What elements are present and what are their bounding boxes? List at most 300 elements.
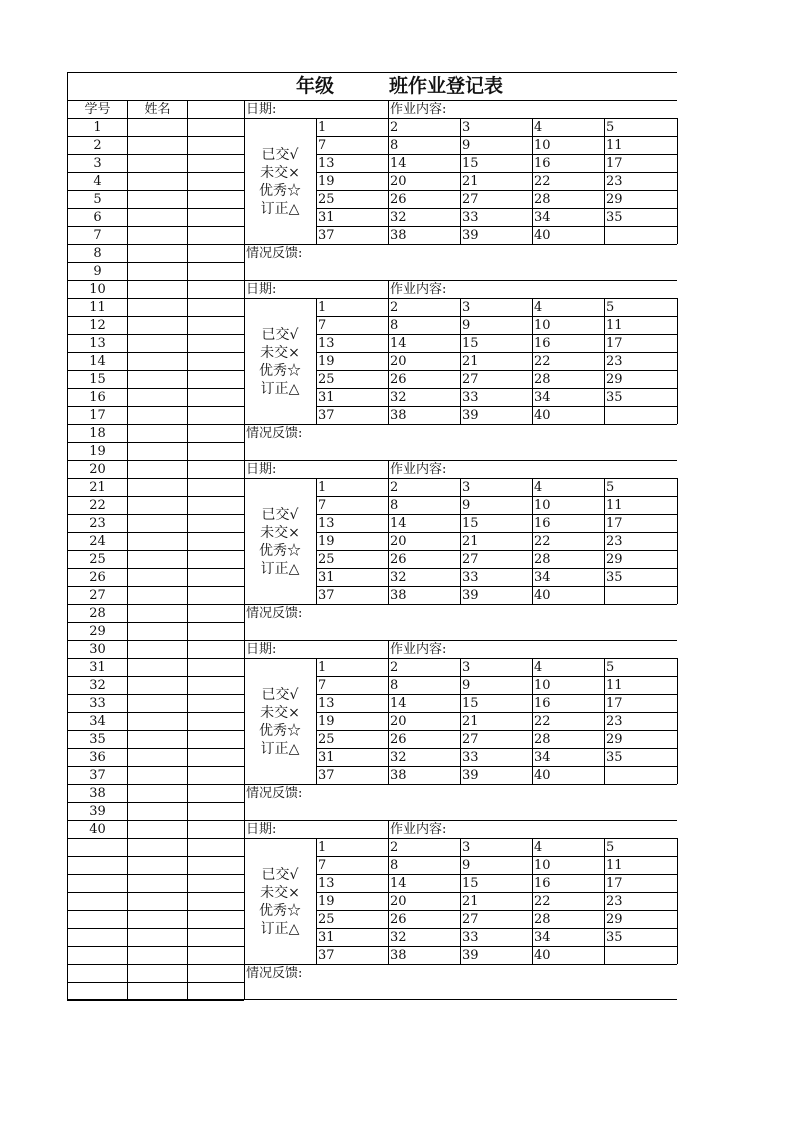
status-legend-item: 已交√ <box>261 327 299 343</box>
homework-number: 10 <box>534 318 551 333</box>
homework-number: 39 <box>462 768 479 783</box>
title-grade: 年级 <box>296 75 335 97</box>
student-number: 38 <box>89 786 106 801</box>
homework-number: 28 <box>534 372 551 387</box>
date-divider <box>388 640 389 658</box>
homework-number: 34 <box>534 750 551 765</box>
homework-number: 40 <box>534 228 551 243</box>
col-line <box>187 100 188 1000</box>
grid-col-line <box>460 838 461 964</box>
homework-number: 28 <box>534 552 551 567</box>
homework-number: 38 <box>390 768 407 783</box>
grid-col-line <box>677 298 678 424</box>
status-legend-item: 未交× <box>260 525 300 541</box>
homework-number: 10 <box>534 138 551 153</box>
homework-number: 9 <box>462 318 471 333</box>
homework-number: 10 <box>534 858 551 873</box>
student-number: 39 <box>89 804 106 819</box>
homework-number: 2 <box>390 120 399 135</box>
status-legend-item: 未交× <box>260 165 300 181</box>
status-legend-item: 订正△ <box>260 561 300 577</box>
status-legend-item: 已交√ <box>261 147 299 163</box>
student-number: 18 <box>89 426 106 441</box>
homework-number: 3 <box>462 300 471 315</box>
homework-number: 20 <box>390 714 407 729</box>
grid-col-line <box>388 838 389 964</box>
homework-number: 37 <box>318 948 335 963</box>
homework-number: 34 <box>534 390 551 405</box>
row-line <box>67 928 244 929</box>
student-number: 6 <box>93 210 102 225</box>
feedback-label: 情况反馈: <box>246 246 303 261</box>
student-number: 34 <box>89 714 106 729</box>
student-number: 29 <box>89 624 106 639</box>
homework-number: 27 <box>462 552 479 567</box>
homework-number: 5 <box>606 660 615 675</box>
student-number: 36 <box>89 750 106 765</box>
student-number: 19 <box>89 444 106 459</box>
homework-number: 38 <box>390 408 407 423</box>
homework-number: 28 <box>534 192 551 207</box>
homework-number: 2 <box>390 480 399 495</box>
grid-col-line <box>316 658 317 784</box>
homework-number: 25 <box>318 732 335 747</box>
status-legend-item: 订正△ <box>260 381 300 397</box>
homework-number: 20 <box>390 174 407 189</box>
date-label: 日期: <box>246 642 277 657</box>
status-legend-item: 优秀☆ <box>259 903 301 919</box>
student-number: 33 <box>89 696 106 711</box>
student-number: 25 <box>89 552 106 567</box>
homework-number: 40 <box>534 948 551 963</box>
status-legend-item: 已交√ <box>261 507 299 523</box>
student-number: 1 <box>93 120 102 135</box>
grid-col-line <box>316 478 317 604</box>
student-number: 21 <box>89 480 106 495</box>
homework-number: 15 <box>462 516 479 531</box>
student-number: 11 <box>89 300 106 315</box>
homework-number: 21 <box>462 714 479 729</box>
grid-col-line <box>677 838 678 964</box>
homework-number: 16 <box>534 336 551 351</box>
legend-top <box>244 298 316 299</box>
homework-content-label: 作业内容: <box>390 462 447 477</box>
homework-number: 39 <box>462 228 479 243</box>
homework-number: 5 <box>606 840 615 855</box>
status-legend-item: 优秀☆ <box>259 183 301 199</box>
grid-col-line <box>532 658 533 784</box>
homework-number: 34 <box>534 930 551 945</box>
feedback-label: 情况反馈: <box>246 966 303 981</box>
grid-col-line <box>604 298 605 424</box>
homework-number: 35 <box>606 750 623 765</box>
legend-top <box>244 658 316 659</box>
homework-number: 9 <box>462 498 471 513</box>
homework-number: 32 <box>390 210 407 225</box>
feedback-field[interactable] <box>316 245 677 280</box>
homework-number: 15 <box>462 336 479 351</box>
status-legend-item: 订正△ <box>260 921 300 937</box>
homework-number: 16 <box>534 696 551 711</box>
student-number: 26 <box>89 570 106 585</box>
homework-number: 4 <box>534 300 543 315</box>
homework-number: 27 <box>462 912 479 927</box>
grid-col-line <box>604 838 605 964</box>
homework-number: 31 <box>318 930 335 945</box>
homework-number: 17 <box>606 516 623 531</box>
homework-number: 3 <box>462 480 471 495</box>
homework-number: 26 <box>390 732 407 747</box>
row-line <box>67 856 244 857</box>
student-number: 4 <box>93 174 102 189</box>
grid-col-line <box>532 298 533 424</box>
homework-number: 38 <box>390 948 407 963</box>
header-student-no: 学号 <box>84 102 111 117</box>
homework-number: 5 <box>606 480 615 495</box>
student-number: 23 <box>89 516 106 531</box>
grid-col-line <box>460 658 461 784</box>
student-number: 28 <box>89 606 106 621</box>
homework-number: 31 <box>318 210 335 225</box>
homework-number: 2 <box>390 660 399 675</box>
date-label: 日期: <box>246 282 277 297</box>
homework-number: 23 <box>606 534 623 549</box>
legend-top <box>244 838 316 839</box>
homework-number: 16 <box>534 876 551 891</box>
homework-number: 10 <box>534 498 551 513</box>
homework-number: 31 <box>318 750 335 765</box>
title-top-border <box>67 72 677 73</box>
status-legend-item: 优秀☆ <box>259 363 301 379</box>
homework-number: 23 <box>606 354 623 369</box>
grid-col-line <box>460 478 461 604</box>
homework-number: 7 <box>318 138 327 153</box>
homework-number: 22 <box>534 534 551 549</box>
row-line <box>67 892 244 893</box>
homework-number: 13 <box>318 876 335 891</box>
left-border <box>67 72 68 1000</box>
student-number: 10 <box>89 282 106 297</box>
row-line <box>67 964 244 965</box>
homework-number: 33 <box>462 930 479 945</box>
homework-number: 21 <box>462 894 479 909</box>
homework-number: 34 <box>534 210 551 225</box>
feedback-label: 情况反馈: <box>246 426 303 441</box>
feedback-label: 情况反馈: <box>246 786 303 801</box>
date-label: 日期: <box>246 102 277 117</box>
grid-col-line <box>604 478 605 604</box>
grid-col-line <box>460 118 461 244</box>
homework-number: 7 <box>318 498 327 513</box>
homework-number: 17 <box>606 336 623 351</box>
homework-number: 35 <box>606 210 623 225</box>
homework-number: 29 <box>606 732 623 747</box>
homework-number: 23 <box>606 714 623 729</box>
homework-content-label: 作业内容: <box>390 282 447 297</box>
homework-number: 16 <box>534 156 551 171</box>
student-number: 8 <box>93 246 102 261</box>
status-legend-item: 订正△ <box>260 741 300 757</box>
grid-col-line <box>677 118 678 244</box>
homework-number: 37 <box>318 768 335 783</box>
homework-number: 10 <box>534 678 551 693</box>
homework-number: 21 <box>462 534 479 549</box>
homework-number: 31 <box>318 390 335 405</box>
homework-number: 38 <box>390 228 407 243</box>
homework-number: 17 <box>606 156 623 171</box>
student-number: 31 <box>89 660 106 675</box>
homework-number: 22 <box>534 894 551 909</box>
homework-number: 21 <box>462 354 479 369</box>
homework-number: 13 <box>318 696 335 711</box>
student-number: 24 <box>89 534 106 549</box>
legend-top <box>244 118 316 119</box>
student-number: 12 <box>89 318 106 333</box>
grid-col-line <box>532 118 533 244</box>
homework-number: 17 <box>606 696 623 711</box>
homework-number: 19 <box>318 714 335 729</box>
homework-number: 40 <box>534 408 551 423</box>
homework-number: 33 <box>462 390 479 405</box>
homework-number: 14 <box>390 876 407 891</box>
homework-number: 2 <box>390 300 399 315</box>
homework-number: 26 <box>390 192 407 207</box>
homework-number: 37 <box>318 228 335 243</box>
homework-number: 4 <box>534 480 543 495</box>
homework-number: 32 <box>390 750 407 765</box>
student-number: 15 <box>89 372 106 387</box>
homework-number: 1 <box>318 300 327 315</box>
homework-number: 9 <box>462 138 471 153</box>
status-legend-item: 订正△ <box>260 201 300 217</box>
homework-number: 27 <box>462 372 479 387</box>
grid-col-line <box>532 838 533 964</box>
status-legend-item: 未交× <box>260 705 300 721</box>
homework-number: 26 <box>390 912 407 927</box>
student-number: 37 <box>89 768 106 783</box>
homework-number: 1 <box>318 840 327 855</box>
status-legend-item: 优秀☆ <box>259 543 301 559</box>
grid-col-line <box>677 478 678 604</box>
homework-number: 13 <box>318 516 335 531</box>
homework-number: 14 <box>390 696 407 711</box>
homework-number: 35 <box>606 570 623 585</box>
homework-number: 3 <box>462 660 471 675</box>
student-number: 13 <box>89 336 106 351</box>
homework-number: 32 <box>390 930 407 945</box>
homework-content-label: 作业内容: <box>390 822 447 837</box>
homework-number: 23 <box>606 174 623 189</box>
student-number: 17 <box>89 408 106 423</box>
homework-number: 8 <box>390 498 399 513</box>
legend-top <box>244 478 316 479</box>
grid-col-line <box>460 298 461 424</box>
homework-number: 14 <box>390 336 407 351</box>
homework-number: 8 <box>390 318 399 333</box>
grid-col-line <box>388 298 389 424</box>
row-line <box>67 910 244 911</box>
homework-number: 33 <box>462 210 479 225</box>
homework-number: 25 <box>318 372 335 387</box>
homework-number: 13 <box>318 336 335 351</box>
homework-number: 8 <box>390 858 399 873</box>
homework-number: 37 <box>318 588 335 603</box>
feedback-field[interactable] <box>316 785 677 820</box>
homework-number: 7 <box>318 318 327 333</box>
date-label: 日期: <box>246 462 277 477</box>
homework-number: 21 <box>462 174 479 189</box>
student-number: 2 <box>93 138 102 153</box>
student-number: 9 <box>93 264 102 279</box>
homework-number: 5 <box>606 120 615 135</box>
grid-col-line <box>677 658 678 784</box>
homework-number: 15 <box>462 696 479 711</box>
feedback-field[interactable] <box>316 965 677 1000</box>
homework-number: 22 <box>534 354 551 369</box>
homework-number: 11 <box>606 138 623 153</box>
col-line <box>127 100 128 1000</box>
grid-col-line <box>532 478 533 604</box>
status-legend-item: 未交× <box>260 885 300 901</box>
homework-number: 2 <box>390 840 399 855</box>
row-line <box>67 982 244 983</box>
homework-number: 22 <box>534 714 551 729</box>
homework-number: 9 <box>462 678 471 693</box>
homework-number: 26 <box>390 372 407 387</box>
student-number: 22 <box>89 498 106 513</box>
homework-number: 39 <box>462 948 479 963</box>
homework-number: 16 <box>534 516 551 531</box>
homework-number: 28 <box>534 912 551 927</box>
grid-col-line <box>316 298 317 424</box>
homework-number: 37 <box>318 408 335 423</box>
homework-number: 39 <box>462 588 479 603</box>
grid-col-line <box>604 118 605 244</box>
homework-number: 28 <box>534 732 551 747</box>
homework-number: 23 <box>606 894 623 909</box>
student-number: 7 <box>93 228 102 243</box>
homework-number: 19 <box>318 354 335 369</box>
header-name: 姓名 <box>144 102 171 117</box>
homework-number: 11 <box>606 858 623 873</box>
homework-number: 1 <box>318 660 327 675</box>
homework-number: 8 <box>390 678 399 693</box>
homework-number: 3 <box>462 120 471 135</box>
homework-number: 29 <box>606 372 623 387</box>
homework-number: 4 <box>534 120 543 135</box>
status-legend-item: 优秀☆ <box>259 723 301 739</box>
grid-col-line <box>316 118 317 244</box>
homework-number: 20 <box>390 534 407 549</box>
homework-number: 14 <box>390 156 407 171</box>
homework-number: 7 <box>318 678 327 693</box>
homework-number: 39 <box>462 408 479 423</box>
homework-number: 25 <box>318 912 335 927</box>
homework-number: 19 <box>318 534 335 549</box>
feedback-label: 情况反馈: <box>246 606 303 621</box>
homework-number: 20 <box>390 354 407 369</box>
homework-number: 7 <box>318 858 327 873</box>
homework-number: 3 <box>462 840 471 855</box>
homework-number: 32 <box>390 570 407 585</box>
homework-number: 22 <box>534 174 551 189</box>
date-divider <box>388 280 389 298</box>
homework-number: 27 <box>462 192 479 207</box>
homework-number: 15 <box>462 156 479 171</box>
homework-number: 33 <box>462 750 479 765</box>
row-line <box>67 874 244 875</box>
homework-number: 27 <box>462 732 479 747</box>
homework-number: 31 <box>318 570 335 585</box>
homework-number: 9 <box>462 858 471 873</box>
homework-number: 4 <box>534 840 543 855</box>
date-label: 日期: <box>246 822 277 837</box>
status-legend-item: 已交√ <box>261 687 299 703</box>
homework-number: 32 <box>390 390 407 405</box>
grid-col-line <box>316 838 317 964</box>
student-number: 3 <box>93 156 102 171</box>
grid-col-line <box>388 658 389 784</box>
homework-number: 35 <box>606 930 623 945</box>
grid-col-line <box>604 658 605 784</box>
student-number: 5 <box>93 192 102 207</box>
status-legend-item: 未交× <box>260 345 300 361</box>
student-number: 27 <box>89 588 106 603</box>
homework-number: 11 <box>606 678 623 693</box>
grid-col-line <box>388 118 389 244</box>
feedback-field[interactable] <box>316 605 677 640</box>
student-number: 20 <box>89 462 106 477</box>
homework-number: 8 <box>390 138 399 153</box>
student-number: 14 <box>89 354 106 369</box>
homework-number: 19 <box>318 894 335 909</box>
homework-number: 19 <box>318 174 335 189</box>
homework-number: 29 <box>606 192 623 207</box>
homework-number: 34 <box>534 570 551 585</box>
homework-number: 25 <box>318 192 335 207</box>
feedback-field[interactable] <box>316 425 677 460</box>
homework-content-label: 作业内容: <box>390 642 447 657</box>
homework-number: 11 <box>606 318 623 333</box>
homework-number: 4 <box>534 660 543 675</box>
date-divider <box>388 820 389 838</box>
homework-number: 29 <box>606 552 623 567</box>
homework-number: 17 <box>606 876 623 891</box>
homework-number: 40 <box>534 768 551 783</box>
homework-number: 25 <box>318 552 335 567</box>
homework-number: 35 <box>606 390 623 405</box>
homework-number: 13 <box>318 156 335 171</box>
homework-number: 20 <box>390 894 407 909</box>
homework-number: 38 <box>390 588 407 603</box>
homework-number: 1 <box>318 120 327 135</box>
row-line <box>67 1000 244 1001</box>
grid-col-line <box>388 478 389 604</box>
row-line <box>67 946 244 947</box>
homework-content-label: 作业内容: <box>390 102 447 117</box>
student-number: 40 <box>89 822 106 837</box>
student-number: 16 <box>89 390 106 405</box>
homework-number: 40 <box>534 588 551 603</box>
homework-number: 14 <box>390 516 407 531</box>
date-divider <box>388 100 389 118</box>
homework-number: 5 <box>606 300 615 315</box>
homework-number: 1 <box>318 480 327 495</box>
status-legend-item: 已交√ <box>261 867 299 883</box>
homework-number: 33 <box>462 570 479 585</box>
homework-number: 15 <box>462 876 479 891</box>
student-number: 35 <box>89 732 106 747</box>
